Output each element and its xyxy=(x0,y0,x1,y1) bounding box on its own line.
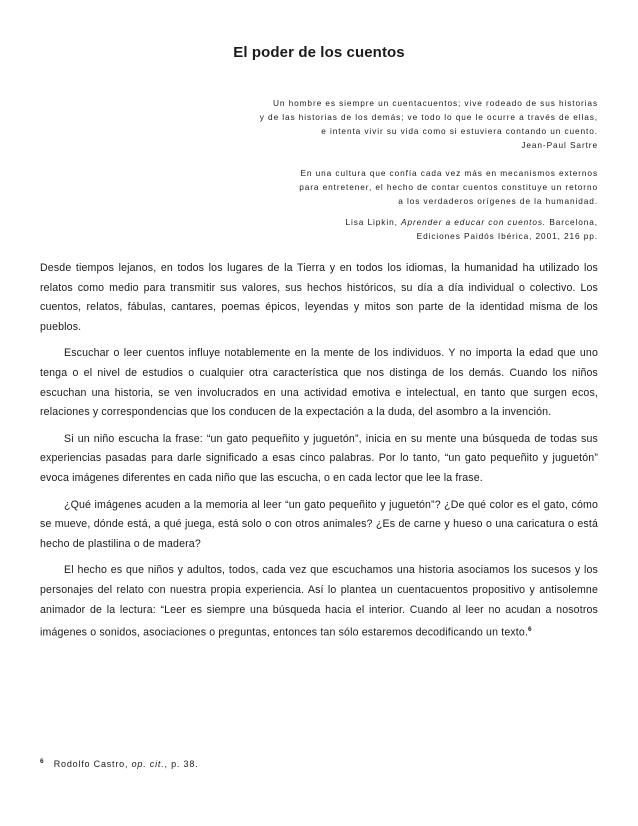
footnote-author: Rodolfo Castro, xyxy=(53,759,129,769)
paragraph: Desde tiempos lejanos, en todos los lugares de la Tierra y en todos los idiomas, la humanidad ha utilizado los relatos como medio para transmitir sus valores, sus hechos históricos, su día a día individual o colectivo. Los cuentos, relatos, fábulas, cantares, poemas épicos, leyendas y mitos son parte de la identidad misma de los pueblos. xyxy=(40,262,598,333)
epigraph-sartre xyxy=(178,96,598,152)
footnote-opcit: op. cit. xyxy=(131,759,165,769)
footnote-ref[interactable]: 6 xyxy=(528,626,532,634)
source-place: Barcelona, xyxy=(549,217,598,227)
epigraph-line: y de las historias de los demás; ve todo lo que le ocurre a través de ellas, xyxy=(259,112,598,122)
paragraph: ¿Qué imágenes acuden a la memoria al leer “un gato pequeñito y juguetón”? ¿De qué color es el gato, cómo se mueve, dónde está, a qué juega, está solo o con otros animales? ¿Es de carne y hueso o una caricatura o está hecho de plastilina o de madera? xyxy=(40,498,598,550)
source-author: Lisa Lipkin, xyxy=(345,217,398,227)
body-text xyxy=(40,259,598,650)
paragraph: Si un niño escucha la frase: “un gato pequeñito y juguetón”, inicia en su mente una búsqueda de todas sus experiencias pasadas para darle significado a esas cinco palabras. Por lo tanto, “un gato pequeñito y juguetón” evoca imágenes diferentes en cada niño que las escucha, o en cada lector que lee la frase. xyxy=(40,432,598,484)
epigraph-source xyxy=(178,215,598,229)
epigraph-line: a los verdaderos orígenes de la humanidad. xyxy=(398,196,598,206)
paragraph-text: El hecho es que niños y adultos, todos, cada vez que escuchamos una historia asociamos los sucesos y los personajes del relato con nuestra propia experiencia. Así lo plantea un cuentacuentos propositivo y antisolemne animador de la lectura: “Leer es siempre una búsqueda hacia el interior. Cuando al leer no acudan a nosotros imágenes o sonidos, asociaciones o preguntas, entonces tan sólo estaremos decodificando un texto. xyxy=(40,564,598,639)
epigraph-line: para entretener, el hecho de contar cuentos constituye un retorno xyxy=(299,182,598,192)
footnote xyxy=(40,758,198,769)
paragraph-with-footnote xyxy=(40,561,598,643)
epigraph-line: Un hombre es siempre un cuentacuentos; vive rodeado de sus historias xyxy=(272,98,598,108)
epigraph-author: Jean-Paul Sartre xyxy=(521,140,598,150)
footnote-number: 6 xyxy=(40,758,45,765)
epigraph-line: e intenta vivir su vida como si estuviera contando un cuento. xyxy=(321,126,598,136)
epigraph-lipkin xyxy=(178,166,598,243)
page-title: El poder de los cuentos xyxy=(233,44,405,61)
epigraph-publisher: Ediciones Paidós Ibérica, 2001, 216 pp. xyxy=(416,231,598,241)
footnote-page: , p. 38. xyxy=(164,759,199,769)
epigraph-line: En una cultura que confía cada vez más en mecanismos externos xyxy=(300,168,598,178)
paragraph: Escuchar o leer cuentos influye notablemente en la mente de los individuos. Y no importa la edad que uno tenga o el nivel de estudios o cualquier otra característica que nos distinga de los demás. Cuando los niños escuchan una historia, se ven involucrados en una actividad emotiva e intelectual, en tanto que surgen ecos, relaciones y correspondencias que los conducen de la expectación a la duda, del asombro a la invención. xyxy=(40,347,598,419)
source-title: Aprender a educar con cuentos. xyxy=(401,217,547,227)
